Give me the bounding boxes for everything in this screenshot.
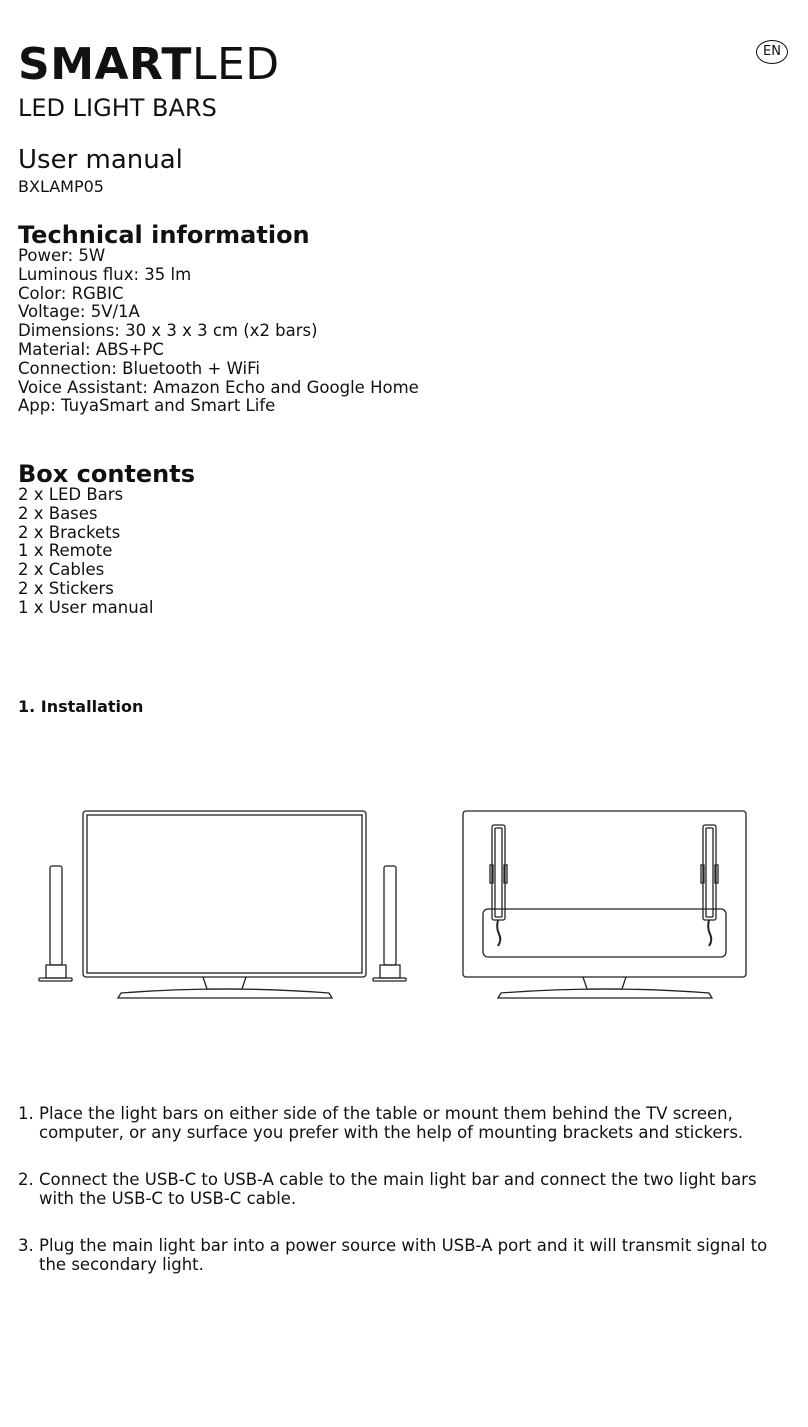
list-item: Power: 5W bbox=[18, 246, 106, 265]
step-number: 1. bbox=[18, 1104, 34, 1123]
list-item: 2 x Cables bbox=[18, 560, 105, 580]
installation-steps bbox=[18, 1104, 793, 1302]
list-item bbox=[18, 1104, 793, 1142]
doc-title: User manual bbox=[18, 145, 183, 175]
step-text: Connect the USB-C to USB-A cable to the main light bar and connect the two light bars with the USB-C to USB-C cable. bbox=[39, 1170, 757, 1208]
box-contents-heading: Box contents bbox=[18, 460, 196, 488]
tv-stand bbox=[118, 989, 332, 998]
list-item bbox=[18, 1236, 793, 1274]
installation-heading: 1. Installation bbox=[18, 697, 144, 716]
list-item: Connection: Bluetooth + WiFi bbox=[18, 358, 260, 378]
mounted-bar-left bbox=[490, 825, 507, 946]
list-item: 2 x Brackets bbox=[18, 522, 121, 542]
tv-frame bbox=[83, 811, 366, 977]
step-text: Plug the main light bar into a power source with USB-A port and it will transmit signal to the secondary light. bbox=[39, 1236, 768, 1274]
box-contents-list bbox=[18, 486, 153, 618]
brand-logo bbox=[18, 40, 280, 90]
list-item: Voice Assistant: Amazon Echo and Google Home bbox=[18, 377, 419, 397]
list-item: Material: ABS+PC bbox=[18, 339, 164, 359]
tv-back-view bbox=[463, 811, 746, 998]
brand-light: LED bbox=[191, 39, 280, 90]
technical-heading: Technical information bbox=[18, 221, 310, 249]
list-item: Color: RGBIC bbox=[18, 283, 124, 303]
product-name: LED LIGHT BARS bbox=[18, 94, 217, 122]
tv-neck bbox=[203, 977, 246, 989]
list-item bbox=[18, 1170, 793, 1208]
list-item: 1 x User manual bbox=[18, 597, 154, 617]
list-item: App: TuyaSmart and Smart Life bbox=[18, 396, 276, 416]
mounted-bar-right bbox=[701, 825, 718, 946]
list-item: 2 x LED Bars bbox=[18, 485, 124, 504]
technical-list bbox=[18, 247, 419, 416]
step-text: Place the light bars on either side of the table or mount them behind the TV screen, computer, or any surface you prefer with the help of mounting brackets and stickers. bbox=[39, 1104, 744, 1142]
brand-bold: SMART bbox=[18, 39, 192, 90]
list-item: 2 x Bases bbox=[18, 503, 98, 523]
list-item: Dimensions: 30 x 3 x 3 cm (x2 bars) bbox=[18, 321, 318, 341]
list-item: 2 x Stickers bbox=[18, 578, 114, 598]
language-badge: EN bbox=[756, 40, 788, 64]
list-item: Voltage: 5V/1A bbox=[18, 302, 140, 322]
light-bar-right bbox=[373, 866, 406, 981]
tv-front-view bbox=[83, 811, 366, 998]
list-item: Luminous flux: 35 lm bbox=[18, 264, 192, 284]
step-number: 3. bbox=[18, 1236, 34, 1255]
light-bar-left bbox=[39, 866, 72, 981]
step-number: 2. bbox=[18, 1170, 34, 1189]
installation-illustration bbox=[0, 780, 808, 1020]
model-number: BXLAMP05 bbox=[18, 177, 104, 196]
tv-screen bbox=[87, 815, 362, 973]
tv-back-panel bbox=[483, 909, 726, 957]
list-item: 1 x Remote bbox=[18, 541, 113, 561]
